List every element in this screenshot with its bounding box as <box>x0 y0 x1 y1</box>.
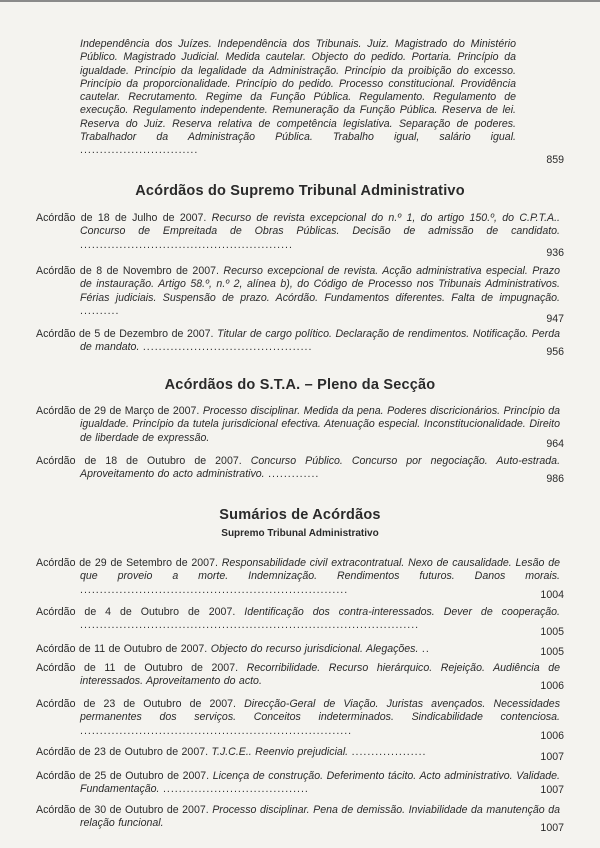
section-subtitle: Supremo Tribunal Administrativo <box>221 528 379 539</box>
page-number: 947 <box>546 313 564 325</box>
page-number: 1006 <box>540 680 564 692</box>
list-item: Acórdão de 23 de Outubro de 2007. T.J.C.E.. Reenvio prejudicial. ................... <box>36 746 427 758</box>
page-number: 1007 <box>540 822 564 834</box>
intro-page-number: 859 <box>546 154 564 166</box>
section-title-pleno: Acórdãos do S.T.A. – Pleno da Secção <box>164 377 436 393</box>
list-item: Acórdão de 29 de Setembro de 2007. Responsabilidade civil extracontratual. Nexo de causalidade. Lesão de que proveio a morte. Indemnização. Rendimentos futuros. Danos morais. .................................................................... <box>36 557 560 596</box>
list-item: Acórdão de 11 de Outubro de 2007. Recorribilidade. Recurso hierárquico. Rejeição. Audiência de interessados. Aproveitamento do acto. <box>36 662 560 688</box>
intro-paragraph <box>80 38 516 158</box>
list-item: Acórdão de 11 de Outubro de 2007. Objecto do recurso jurisdicional. Alegações. .. <box>36 643 430 655</box>
section-title-sta: Acórdãos do Supremo Tribunal Administrativo <box>135 183 465 199</box>
page-number: 1007 <box>540 784 564 796</box>
page-number: 1007 <box>540 751 564 763</box>
page-number: 964 <box>546 438 564 450</box>
page-number: 986 <box>546 473 564 485</box>
list-item: Acórdão de 8 de Novembro de 2007. Recurso excepcional de revista. Acção administrativa especial. Prazo de instauração. Artigo 58.º, n.º 2, alínea b), do Código de Processo nos Tribunais Administrativos. Férias judiciais. Suspensão de prazo. Acórdão. Fundamentos diferentes. Falta de impugnação. .......... <box>36 265 560 317</box>
list-item: Acórdão de 23 de Outubro de 2007. Direcção-Geral de Viação. Juristas avençados. Necessidades permanentes dos serviços. Conceitos indeterminados. Sindicabilidade contenciosa. ..................................................................... <box>36 698 560 737</box>
page-number: 1005 <box>540 646 564 658</box>
list-item: Acórdão de 25 de Outubro de 2007. Licença de construção. Deferimento tácito. Acto administrativo. Validade. Fundamentação. ..................................... <box>36 770 560 796</box>
list-item: Acórdão de 4 de Outubro de 2007. Identificação dos contra-interessados. Dever de cooperação. ...................................................................................... <box>36 606 560 632</box>
list-item: Acórdão de 5 de Dezembro de 2007. Titular de cargo político. Declaração de rendimentos. Notificação. Perda de mandato. ........................................... <box>36 328 560 354</box>
list-item: Acórdão de 18 de Julho de 2007. Recurso de revista excepcional do n.º 1, do artigo 150.º, do C.P.T.A.. Concurso de Empreitada de Obras Públicas. Decisão de admissão de candidato. ...................................................... <box>36 212 560 251</box>
list-item: Acórdão de 29 de Março de 2007. Processo disciplinar. Medida da pena. Poderes discricionários. Princípio da igualdade. Princípio da tutela jurisdicional efectiva. Atenuação especial. Inconstitucionalidade. Direito de liberdade de expressão. <box>36 405 560 444</box>
list-item: Acórdão de 18 de Outubro de 2007. Concurso Público. Concurso por negociação. Auto-estrada. Aproveitamento do acto administrativo. ............. <box>36 455 561 481</box>
page-number: 936 <box>546 247 564 259</box>
leader-dots: .............................. <box>80 144 199 157</box>
top-rule <box>0 0 600 2</box>
page-number: 1005 <box>540 626 564 638</box>
page-number: 1004 <box>540 589 564 601</box>
section-title-sumarios: Sumários de Acórdãos <box>219 507 381 523</box>
list-item: Acórdão de 30 de Outubro de 2007. Processo disciplinar. Pena de demissão. Inviabilidade da manutenção da relação funcional. <box>36 804 561 830</box>
intro-text: Independência dos Juízes. Independência dos Tribunais. Juiz. Magistrado do Ministério Público. Magistrado Judicial. Medida cautelar. Objecto do pedido. Portaria. Princípio da igualdade. Princípio da legalidade da Administração. Princípio da proibição do excesso. Princípio da proporcionalidade. Princípio do pedido. Processo constitucional. Providência cautelar. Recrutamento. Regime da Função Pública. Regulamento. Regulamento de execução. Regulamento independente. Remuneração da Função Pública. Reserva de lei. Reserva do Juiz. Reserva relativa de competência legislativa. Separação de poderes. Trabalhador da Administração Pública. Trabalho igual, salário igual. <box>80 38 516 144</box>
page-number: 1006 <box>540 730 564 742</box>
page-number: 956 <box>546 346 564 358</box>
